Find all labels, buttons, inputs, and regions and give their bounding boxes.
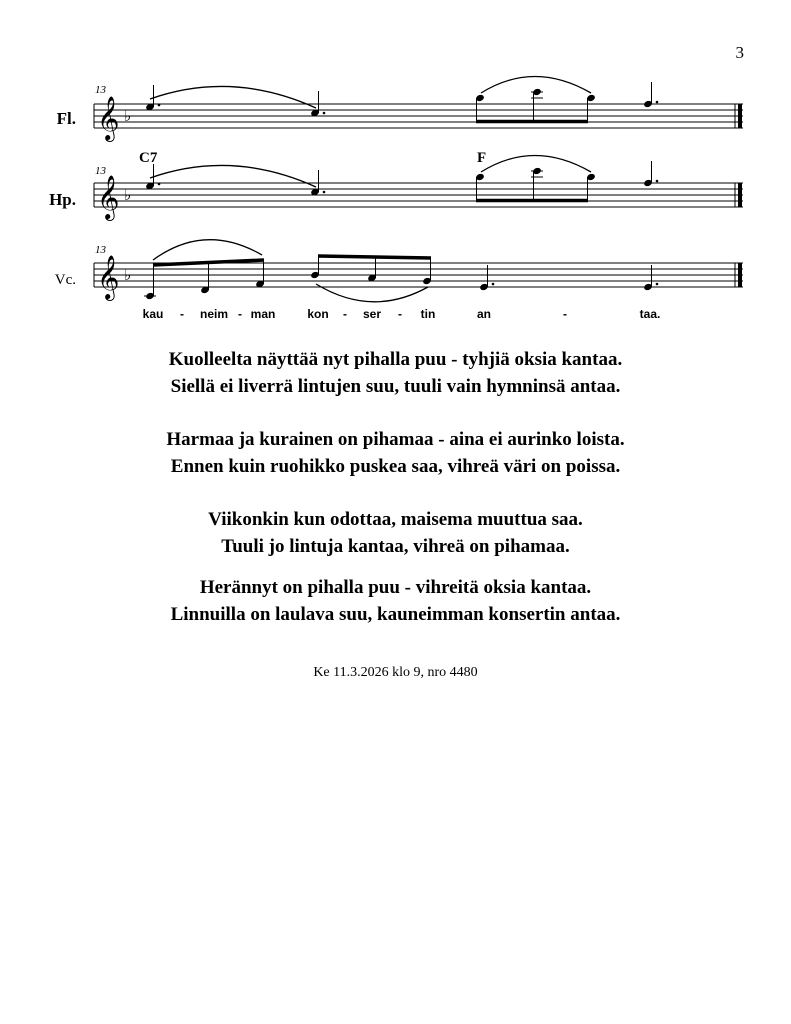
augmentation-dot (323, 112, 326, 115)
slur (153, 240, 262, 260)
verse-line: Linnuilla on laulava suu, kauneimman konsertin antaa. (170, 604, 621, 625)
verse (0, 574, 791, 628)
augmentation-dot (656, 101, 659, 104)
lyric-syllable: man (250, 307, 276, 321)
verse (0, 506, 791, 560)
staff-cello (94, 240, 743, 302)
lyric-hyphen: - (180, 307, 184, 321)
staff-lines (94, 263, 743, 287)
staff-flute (94, 77, 743, 143)
verse (0, 426, 791, 480)
augmentation-dot (656, 283, 659, 286)
augmentation-dot (158, 183, 161, 186)
lyrics-line (143, 307, 661, 321)
lyric-syllable: kon (307, 307, 329, 321)
lyric-syllable: kau (142, 307, 164, 321)
lyric-syllable: neim (199, 307, 229, 321)
verse-line: Harmaa ja kurainen on pihamaa - aina ei aurinko loista. (166, 429, 625, 450)
verse-line: Herännyt on pihalla puu - vihreitä oksia kantaa. (199, 577, 592, 598)
augmentation-dot (656, 180, 659, 183)
flat-icon: ♭ (124, 107, 132, 125)
lyric-syllable: tin (420, 307, 436, 321)
augmentation-dot (158, 104, 161, 107)
verse-line: Viikonkin kun odottaa, maisema muuttua saa. (208, 509, 583, 530)
beam (318, 256, 431, 258)
augmentation-dot (323, 191, 326, 194)
lyric-hyphen: - (343, 307, 347, 321)
staff-name-harp: Hp. (49, 190, 76, 209)
verse-line: Kuolleelta näyttää nyt pihalla puu - tyhjiä oksia kantaa. (168, 349, 623, 370)
staff-harp (94, 156, 743, 222)
lyric-hyphen: - (563, 307, 567, 321)
augmentation-dot (492, 283, 495, 286)
staff-name-flute: Fl. (56, 109, 76, 128)
lyric-syllable: taa. (639, 307, 661, 321)
chord-symbol: F (477, 150, 487, 166)
chord-symbol: C7 (139, 150, 158, 166)
measure-number: 13 (95, 244, 106, 256)
staff-name-cello: Vc. (54, 272, 76, 288)
slur (150, 86, 316, 108)
lyric-syllable: an (476, 307, 492, 321)
score-system (0, 0, 791, 330)
measure-number: 13 (95, 165, 106, 177)
flat-icon: ♭ (124, 266, 132, 284)
treble-clef-icon: 𝄞 (97, 255, 120, 299)
page-number: 3 (735, 43, 744, 62)
verse-line: Siellä ei liverrä lintujen suu, tuuli vain hymninsä antaa. (170, 376, 621, 397)
lyric-syllable: ser (362, 307, 382, 321)
measure-number: 13 (95, 84, 106, 96)
lyric-hyphen: - (398, 307, 402, 321)
staff-lines (94, 104, 743, 128)
lyric-hyphen: - (238, 307, 242, 321)
flat-icon: ♭ (124, 186, 132, 204)
verse (0, 346, 791, 400)
verse-line: Tuuli jo lintuja kantaa, vihreä on pihamaa. (221, 536, 570, 557)
treble-clef-icon: 𝄞 (97, 175, 120, 219)
date-note: Ke 11.3.2026 klo 9, nro 4480 (313, 665, 478, 680)
verse-line: Ennen kuin ruohikko puskea saa, vihreä väri on poissa. (170, 456, 621, 477)
treble-clef-icon: 𝄞 (97, 96, 120, 140)
slur (150, 165, 316, 187)
staff-lines (94, 183, 743, 207)
beam (153, 260, 264, 265)
